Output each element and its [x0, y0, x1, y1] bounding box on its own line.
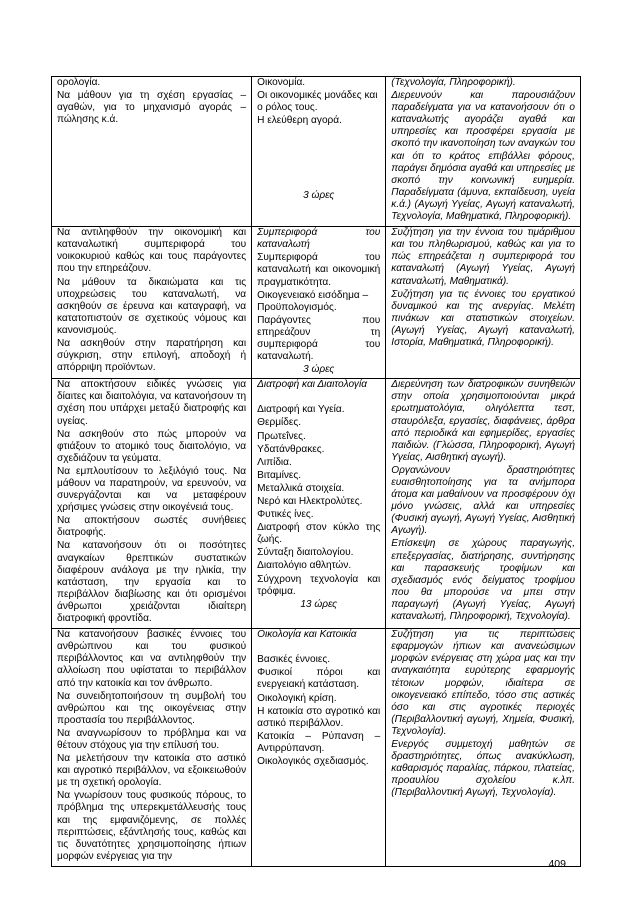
- objective-text: Να αποκτήσουν ειδικές γνώσεις για δίαιτες και διαιτολόγια, να κατανοήσουν τη σχέση που υπάρχει μεταξύ διατροφής και υγείας.: [57, 379, 247, 427]
- content-item: Νερό και Ηλεκτρολύτες.: [257, 496, 363, 507]
- content-item: Οικογενειακό εισόδημα – Προϋπολογισμός.: [257, 289, 369, 313]
- hours-label: 13 ώρες: [300, 598, 338, 610]
- objective-text: Να ασκηθούν στο πώς μπορούν να φτιάξουν το ατομικό τους διαιτολόγιο, να σχεδιάζουν τα γεύματα.: [57, 428, 247, 464]
- table-row: [52, 379, 581, 629]
- content-item: Διατροφή και Υγεία.: [257, 404, 345, 416]
- objectives-cell: [52, 379, 252, 629]
- content-title: Οικονομία.: [257, 77, 306, 88]
- content-item: Μεταλλικά στοιχεία.: [257, 482, 345, 494]
- content-title: Συμπεριφορά του καταναλωτή: [257, 227, 381, 251]
- activities-cell: [386, 77, 581, 227]
- table-row: [52, 227, 581, 379]
- activity-text: Ενεργός συμμετοχή μαθητών σε δραστηριότητες, όπως ανακύκλωση, καθαρισμός παραλίας, πάρκου, πλατείας, προαυλίου σχολείου κ.λπ. (Περιβαλλοντική Αγωγή, Τεχνολογία).: [391, 738, 575, 799]
- page-number: 409: [548, 858, 566, 870]
- content-item: Σύνταξη διαιτολογίου.: [257, 547, 354, 559]
- hours-label: 3 ώρες: [303, 190, 335, 202]
- content-cell: [252, 77, 386, 227]
- objectives-cell: [52, 629, 252, 867]
- content-item: Διατροφή στον κύκλο της ζωής.: [257, 522, 381, 546]
- content-item: Οικολογική κρίση.: [257, 692, 337, 704]
- activity-text: (Τεχνολογία, Πληροφορική).: [391, 77, 516, 88]
- activities-cell: [386, 629, 581, 867]
- content-item: Βιταμίνες.: [257, 469, 302, 481]
- curriculum-table: [51, 76, 581, 867]
- activity-text: Διερευνούν και παρουσιάζουν παραδείγματα για να κατανοήσουν ότι ο καταναλωτής αγοράζει αγαθά και υπηρεσίες και προσφέρει εργασία με σκοπό την ικανοποίηση των αναγκών του και ότι το κράτος επιβάλλει φόρους, παράγει δημόσια αγαθά και υπηρεσίες με σκοπό την κοινωνική ευημερία. Παραδείγματα (άμυνα, εκπαίδευση, υγεία κ.ά.) (Αγωγή Υγείας, Αγωγή καταναλωτή, Τεχνολογία, Μαθηματικά, Πληροφορική).: [391, 90, 575, 223]
- content-item: Η ελεύθερη αγορά.: [257, 115, 342, 127]
- spacer: [257, 128, 380, 190]
- activity-text: Επίσκεψη σε χώρους παραγωγής, επεξεργασίας, διατήρησης, συντήρησης και παρασκευής τροφίμων και σχεδιασμός ενός δείγματος τροφίμου που θα μπορούσε να μπει στην παραγωγή (Αγωγή Υγείας, Αγωγή καταναλωτή, Πληροφορική, Τεχνολογία).: [391, 538, 575, 623]
- table-row: [52, 629, 581, 867]
- activities-cell: [386, 227, 581, 379]
- objective-text: Να ασκηθούν στην παρατήρηση και σύγκριση, στην επιλογή, αποδοχή ή απόρριψη προϊόντων.: [57, 337, 247, 374]
- content-item: Οικολογικός σχεδιασμός.: [257, 755, 369, 767]
- table-row: [52, 77, 581, 227]
- hours-label: 3 ώρες: [303, 364, 335, 376]
- objectives-cell: [52, 227, 252, 379]
- content-item: Κατοικία – Ρύπανση – Αντιρρύπανση.: [257, 730, 381, 754]
- content-title: Οικολογία και Κατοικία: [257, 629, 357, 641]
- content-cell: [252, 379, 386, 629]
- activity-text: Διερεύνηση των διατροφικών συνηθειών στην οποία χρησιμοποιούνται μικρά ερωτηματολόγια, ολιγόλεπτα τεστ, σταυρόλεξα, εργασίες, διαφάνειες, άρθρα από περιοδικά και εφημερίδες, εργασίες παιδιών. (Γλώσσα, Πληροφορική, Αγωγή Υγείας, Αισθητική αγωγή).: [391, 379, 575, 463]
- content-item: Πρωτεΐνες.: [257, 430, 306, 442]
- content-item: Βασικές έννοιες.: [257, 654, 330, 666]
- content-item: Υδατάνθρακες.: [257, 443, 325, 455]
- objective-text: Να αναγνωρίσουν το πρόβλημα και να θέτουν στόχους για την επίλυσή του.: [57, 727, 247, 751]
- objective-text: Να αντιληφθούν την οικονομική και καταναλωτική συμπεριφορά του νοικοκυριού καθώς και τους παράγοντες που την επηρεάζουν.: [57, 227, 247, 275]
- objective-text: Να εμπλουτίσουν το λεξιλόγιό τους. Να μάθουν να παρατηρούν, να ερευνούν, να συνεργάζονται και να μεταφέρουν χρήσιμες γνώσεις στην οικογένειά τους.: [57, 465, 247, 514]
- content-item: Συμπεριφορά του καταναλωτή και οικονομική πραγματικότητα.: [257, 252, 381, 288]
- content-cell: [252, 227, 386, 379]
- content-item: Η κατοικία στο αγροτικό και αστικό περιβάλλον.: [257, 705, 381, 729]
- objective-text: ορολογία.: [57, 77, 101, 88]
- objective-text: Να γνωρίσουν τους φυσικούς πόρους, το πρόβλημα της υπερεκμετάλλευσής τους και της εμφανιζόμενης, σε πολλές περιπτώσεις, εξάντλησής τους, καθώς και τις δυνατότητες χρησιμοποίησης ήπιων μορφών ενέργειας για την: [57, 790, 247, 862]
- content-item: Διαιτολόγιο αθλητών.: [257, 560, 352, 572]
- activities-cell: [386, 379, 581, 629]
- content-title: Διατροφή και Διαιτολογία: [257, 379, 367, 391]
- content-item: Παράγοντες που επηρεάζουν τη συμπεριφορά του καταναλωτή.: [257, 314, 381, 363]
- content-item: Θερμίδες.: [257, 417, 302, 429]
- content-item: Φυσικοί πόροι και ενεργειακή κατάσταση.: [257, 667, 381, 691]
- objectives-cell: [52, 77, 252, 227]
- objective-text: Να κατανοήσουν βασικές έννοιες του ανθρώπινου και του φυσικού περιβάλλοντος και να αντιληφθούν την αλλοίωση που υφίσταται το περιβάλλον από την κατοικία και τον άνθρωπο.: [57, 629, 247, 689]
- spacer: [257, 642, 380, 654]
- content-item: Φυτικές ίνες.: [257, 509, 314, 521]
- content-item: Λιπίδια.: [257, 456, 292, 468]
- objective-text: Να αποκτήσουν σωστές συνήθειες διατροφής.: [57, 515, 247, 539]
- activity-text: Συζήτηση για τις έννοιες του εργατικού δυναμικού και της ανεργίας. Μελέτη πινάκων και στατιστικών στοιχείων. (Αγωγή Υγείας, Αγωγή καταναλωτή, Ιστορία, Μαθηματικά, Πληροφορική).: [391, 288, 575, 348]
- activity-text: Συζήτηση για την έννοια του τιμάριθμου και του πληθωρισμού, καθώς και για το πώς επηρεάζεται η συμπεριφορά του καταναλωτή (Αγωγή Υγείας, Αγωγή καταναλωτή, Μαθηματικά).: [391, 227, 575, 287]
- objective-text: Να μάθουν για τη σχέση εργασίας – αγαθών, για το μηχανισμό αγοράς – πώλησης κ.ά.: [57, 90, 247, 126]
- content-cell: [252, 629, 386, 867]
- activity-text: Οργανώνουν δραστηριότητες ευαισθητοποίησης για τα ανήμπορα άτομα και μαθαίνουν να προσφέρουν όχι μόνο γνώσεις, αλλά και υπηρεσίες (Φυσική αγωγή, Αγωγή Υγείας, Αισθητική Αγωγή).: [391, 464, 575, 537]
- objective-text: Να κατανοήσουν ότι οι ποσότητες αναγκαίων θρεπτικών συστατικών διαφέρουν ανάλογα με την ηλικία, την κατάσταση, την εργασία και το περιβάλλον διαβίωσης και ότι ορισμένοι άνθρωποι χρειάζονται ιδιαίτερη διατροφική φροντίδα.: [57, 540, 247, 625]
- objective-text: Να μελετήσουν την κατοικία στο αστικό και αγροτικό περιβάλλον, να εξοικειωθούν με τη σχετική ορολογία.: [57, 753, 247, 789]
- objective-text: Να συνειδητοποιήσουν τη συμβολή του ανθρώπου και της οικογένειας στην προστασία του περιβάλλοντος.: [57, 690, 247, 726]
- content-item: Οι οικονομικές μονάδες και ο ρόλος τους.: [257, 90, 378, 114]
- activity-text: Συζήτηση για τις περιπτώσεις εφαρμογών ήπιων και ανανεώσιμων μορφών ενέργειας στη χώρα μας και την αναγκαιότητα ευρύτερης εφαρμογής τέτοιων μορφών, ιδιαίτερα σε οικογενειακό επίπεδο, τόσο στις αστικές όσο και στις αγροτικές περιοχές (Περιβαλλοντική αγωγή, Χημεία, Φυσική, Τεχνολογία).: [391, 629, 575, 737]
- content-item: Σύγχρονη τεχνολογία και τρόφιμα.: [257, 573, 381, 597]
- objective-text: Να μάθουν τα δικαιώματα και τις υποχρεώσεις του καταναλωτή, να ασκηθούν σε έρευνα και καταγραφή, να κατατοπιστούν σε σχετικούς νόμους και κανονισμούς.: [57, 276, 247, 336]
- spacer: [257, 392, 380, 404]
